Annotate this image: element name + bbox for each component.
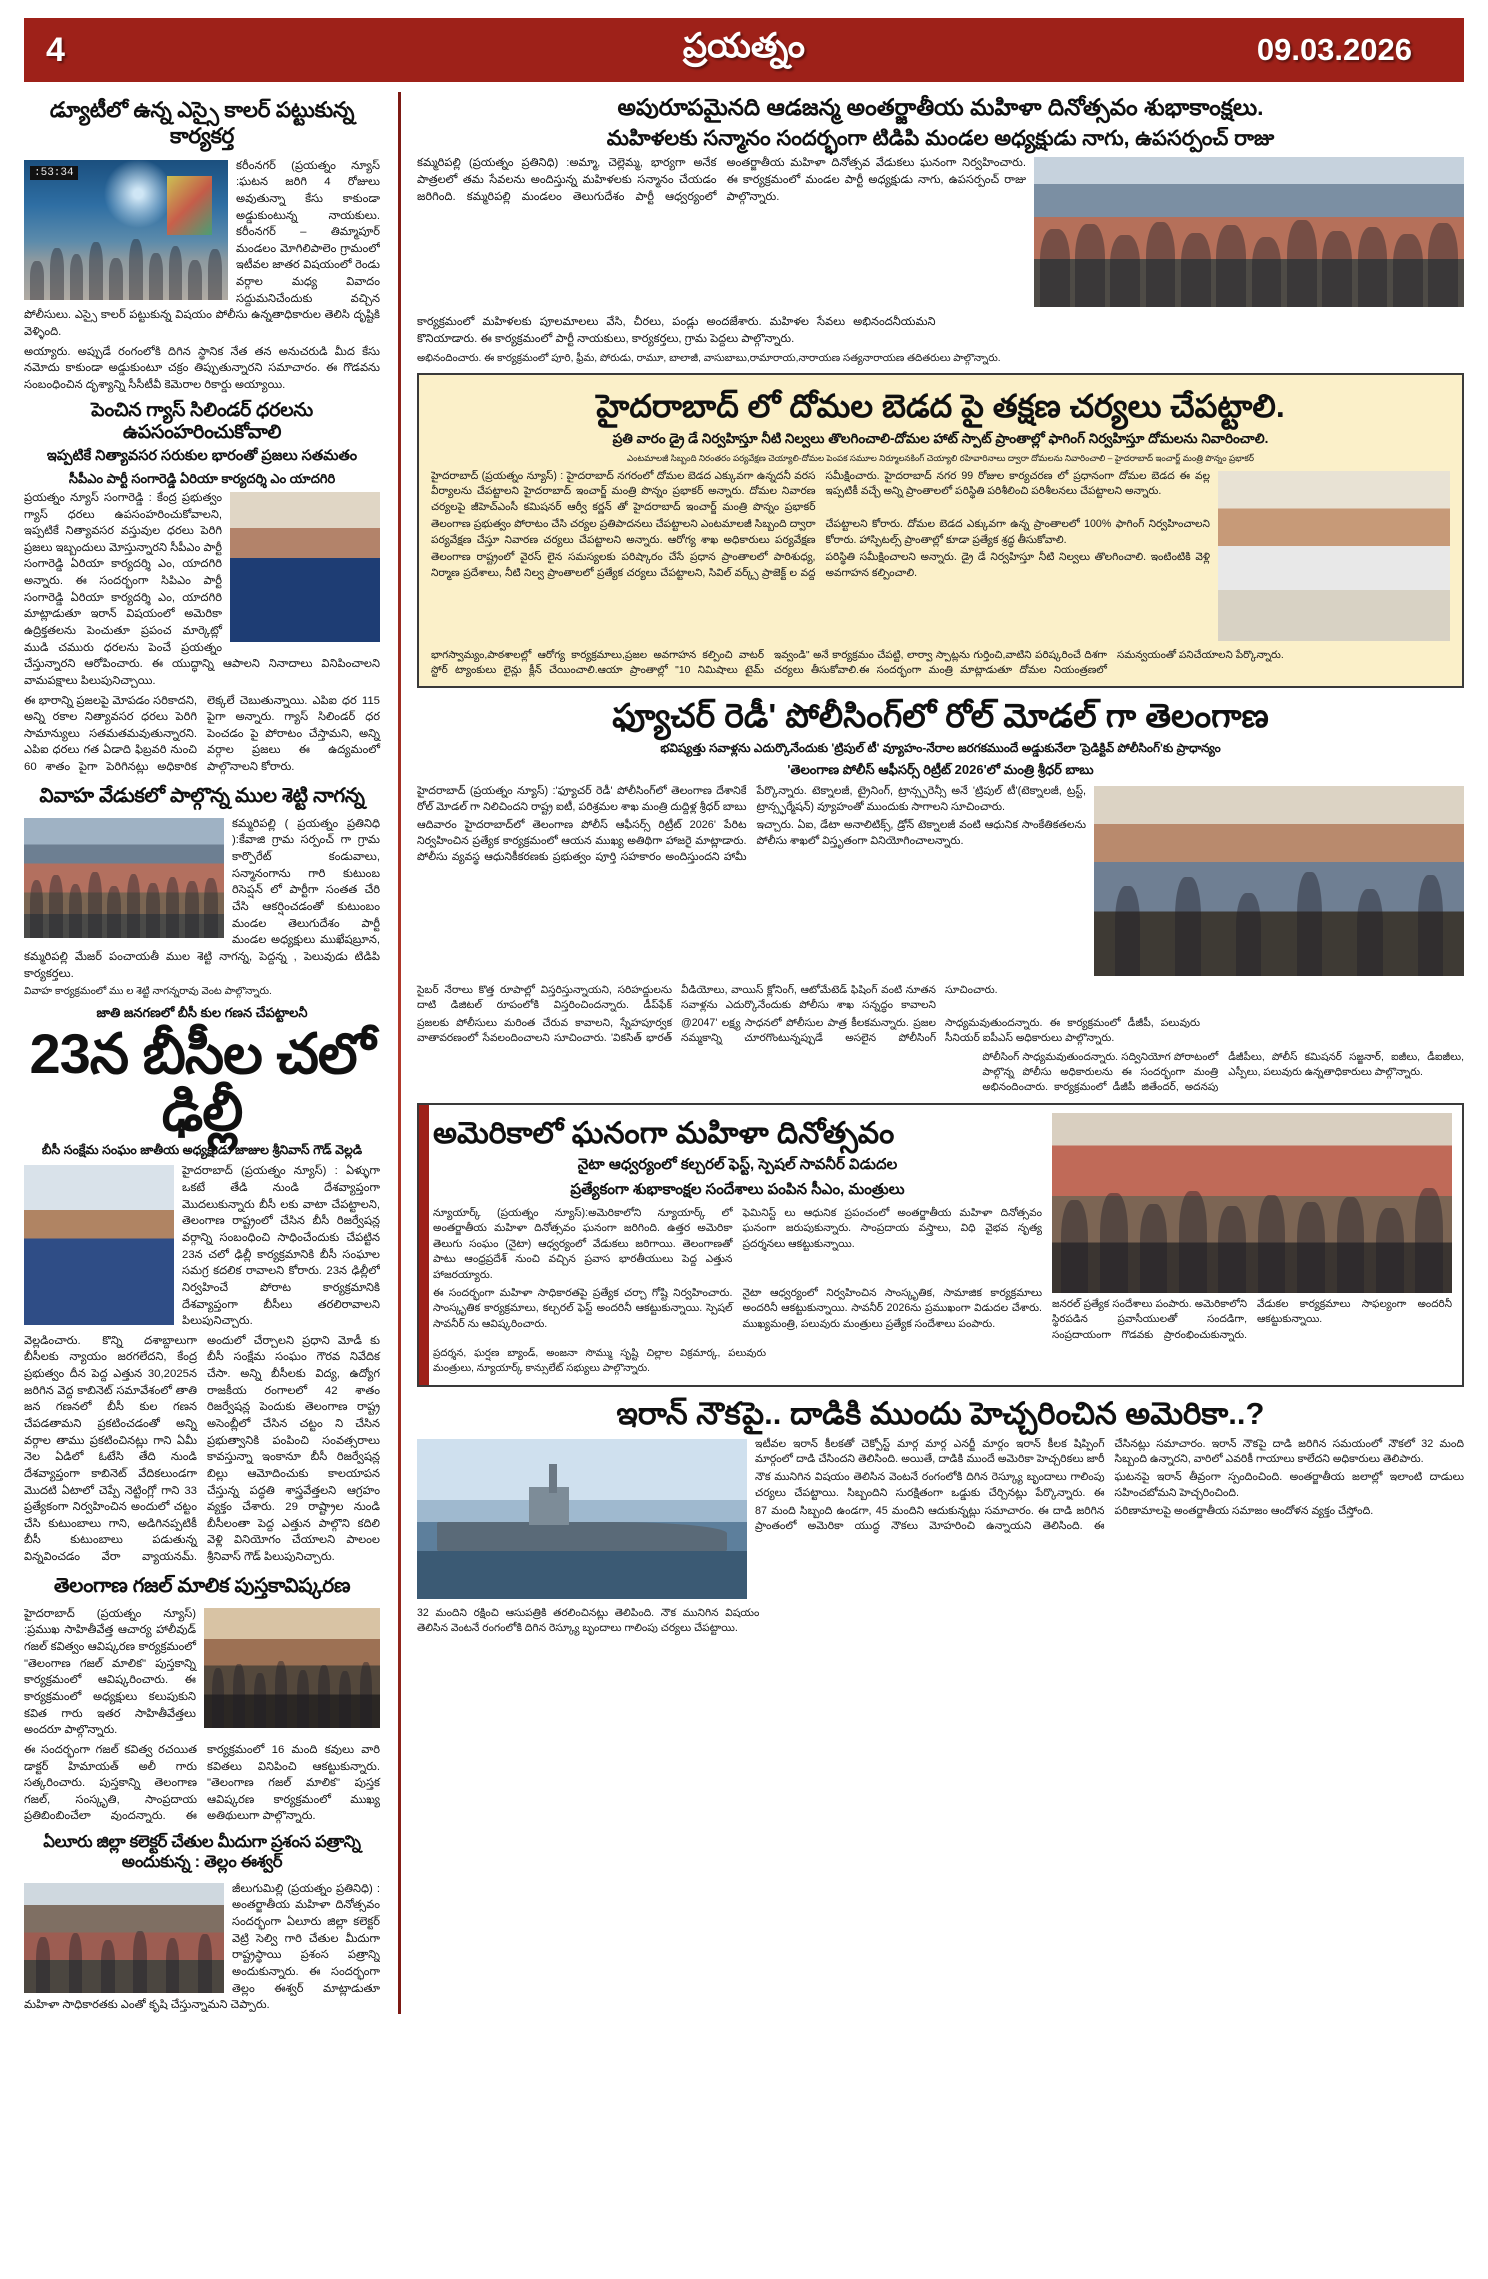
column-divider (398, 92, 401, 2014)
policing-body2: ఆదివారం హైదరాబాద్‌లో తెలంగాణ పోలీస్ ఆఫీసర్స్ రిట్రీట్ 2026' పేరిట నిర్వహించిన ప్రత్యేక కార్యక్రమంలో ఆయన ముఖ్య అతిథిగా హాజరై మాట్లాడారు. పోలీసు వ్యవస్థ ఆధునికీకరణకు ప్రభుత్వం పూర్తి సహకారం అందిస్తుందని హామీ ఇచ్చారు. ఏఐ, డేటా అనాలిటిక్స్, డ్రోన్ టెక్నాలజీ వంటి ఆధునిక సాంకేతికతలను పోలీసు శాఖలో విస్తృతంగా వినియోగించాలన్నారు. (417, 818, 1086, 863)
subhead2-policing: 'తెలంగాణ పోలీస్ ఆఫీసర్స్ రిట్రీట్ 2026'లో మంత్రి శ్రీధర్ బాబు (787, 761, 1094, 777)
felicitation-figures (1034, 214, 1464, 307)
subhead-america: నైటా ఆధ్వర్యంలో కల్చరల్ ఫెస్ట్, స్పెషల్ సావనీర్ విడుదల (577, 1156, 898, 1174)
subhead2-mosquito: ఎంటమాలజీ సిబ్బంది నిరంతరం పర్యవేక్షణ చెయ్యాలి-దోమల పెంపక సమూల నిర్మూలనకింగ్ చెయ్యాలి రహివారినాలు ద్వారా దోమలను నివారించాలి – హైదరాబాద్ ఇంచార్జ్ మంత్రి పొన్నం ప్రభాకర్ (627, 453, 1254, 464)
iran-body: ఇటీవల ఇరాన్ కీలకతో చెక్పోస్ట్ మార్గ మార్గ ఎనర్జీ మార్గం ఇరాన్ కీలక షిప్పింగ్ మార్గంలో దాడి చేసిందని తెలిసింది. అయితే, దాడికి ముందే అమెరికా హెచ్చరికలు జారీ చేసినట్లు సమాచారం. ఇరాన్ నౌకపై దాడి జరిగిన సమయంలో నౌకలో 32 మంది సిబ్బంది ఉన్నారని, వారిలో ఎవరికీ గాయాలు కాలేదని అధికారులు తెలిపారు. (755, 1437, 1464, 1466)
video-timestamp: :53:34 (30, 166, 78, 180)
headline-iran: ఇరాన్ నౌకపై.. దాడికి ముందు హెచ్చరించిన అమెరికా..? (616, 1395, 1265, 1431)
byline-bc-chalo-delhi: బీసీ సంక్షేమ సంఘం జాతీయ అధ్యక్షుడు జాజుల శ్రీనివాస్ గౌడ్ వెల్లడి (41, 1142, 363, 1157)
article-ghazal-book (24, 1574, 380, 1825)
headline-ghazal-book: తెలంగాణ గజల్ మాలిక పుస్తకావిష్కరణ (53, 1574, 351, 1597)
caption-america: జనరల్ ప్రత్యేక సందేశాలు పంపారు. అమెరికాలోని స్థిరపడిన ప్రవాసీయులతో సందడిగా, సంప్రదాయంగా గొడవకు ప్రారంభించుకున్నారు. వేడుకల కార్యక్రమాలు సాఫల్యంగా అందరినీ ఆకట్టుకున్నాయి. (1052, 1299, 1452, 1341)
article1-body-continued: అయ్యారు. అప్పుడే రంగంలోకి దిగిన స్థానిక నేత తన అనుచరుడి మీద కేసు నమోదు కాకుండా అడ్డుకుంటూ చక్రం తిప్పుతున్నారని సమాచారం. ఈ గొడవను సంబంధించిన దృశ్యాన్ని సీసీటీవీ కెమెరాల రికార్డు అయ్యాయి. (24, 345, 380, 391)
subhead2-america: ప్రత్యేకంగా శుభాకాంక్షల సందేశాలు పంపిన సీఎం, మంత్రులు (570, 1181, 905, 1199)
masthead (24, 18, 1464, 82)
caption-wedding: వివాహ కార్యక్రమంలో ము ల శెట్టి నాగన్నరావు వెంట పాల్గొన్నారు. (24, 986, 272, 998)
wedding-figures (24, 863, 224, 937)
article-mosquito-hyderabad (417, 373, 1464, 688)
article6-body: జీలుగుమిల్లి (ప్రయత్నం ప్రతినిధి) : అంతర్జాతీయ మహిళా దినోత్సవం సందర్భంగా ఏలూరు జిల్లా కలెక్టర్ వెట్రి సెల్వి గారి చేతుల మీదుగా రాష్ట్రస్థాయి ప్రశంస పత్రాన్ని అందుకున్నారు. ఈ సందర్భంగా తెల్లం ఈశ్వర్ మాట్లాడుతూ మహిళా సాధికారతకు ఎంతో కృషి చేస్తున్నామని చెప్పారు. (24, 1882, 380, 2012)
police-retreat-photo (1094, 786, 1464, 976)
article-collector-award (24, 1833, 380, 2014)
policing-body: హైదరాబాద్ (ప్రయత్నం న్యూస్) :'ఫ్యూచర్ రెడీ' పోలీసింగ్‌లో తెలంగాణ దేశానికే రోల్ మోడల్ గా నిలిచిందని రాష్ట్ర ఐటీ, పరిశ్రమల శాఖ మంత్రి దుద్దిళ్ల శ్రీధర్ బాబు పేర్కొన్నారు. టెక్నాలజీ, ట్రైనింగ్, ట్రాన్స్పరెన్సీ అనే 'ట్రిపుల్ టీ'(టెక్నాలజీ, ట్రస్ట్, ట్రాన్స్ఫర్మేషన్) వ్యూహంతో ముందుకు సాగాలని సూచించారు. (417, 784, 1086, 813)
iran-body3: 87 మంది సిబ్బంది ఉండగా, 45 మందిని ఆదుకున్నట్లు సమాచారం. ఈ దాడి జరిగిన ప్రాంతంలో అమెరికా యుద్ధ నౌకలు మోహరించి ఉన్నాయని తెలిసింది. ఈ పరిణామాలపై అంతర్జాతీయ సమాజం ఆందోళన వ్యక్తం చేస్తోంది. (755, 1504, 1374, 1533)
article3-body: కమ్మరిపల్లి ( ప్రయత్నం ప్రతినిధి ):కేవాజి గ్రామ సర్పంచ్ గా గ్రామ కార్పొరేట్ కండువాలు, సన్మానంగాను గారి కుటుంబ రిసెప్షన్ లో పార్టీగా సంతత చేరి చేసి ఆకర్షించడంతో కుటుంబం మండల తెలుగుదేశం పార్టీ మండల అధ్యక్షులు ముఖేషబ్రూన, కమ్మరిపల్లి మేజర్ పంచాయతీ ముల శెట్టి నాగన్న, పెద్దన్న , పెలువుడు టిడిపి కార్యకర్తలు. (24, 817, 380, 980)
headline-wedding: వివాహ వేడుకలో పాల్గొన్న ముల శెట్టి నాగన్న (39, 784, 365, 807)
america-body: న్యూయార్క్ (ప్రయత్నం న్యూస్):అమెరికాలోని న్యూయార్క్ లో అంతర్జాతీయ మహిళా దినోత్సవం ఘనంగా జరిగింది. ఉత్తర అమెరికా తెలుగు సంఘం (నైటా) ఆధ్వర్యంలో వేడుకలు జరిగాయి. తెలంగాణతో పాటు ఆంధ్రప్రదేశ్ నుంచి వచ్చిన ప్రవాస భారతీయులు పెద్ద ఎత్తున హాజరయ్యారు. (433, 1206, 733, 1281)
accent-bar (419, 1105, 429, 1384)
article-ssi-collar (24, 98, 380, 394)
wedding-group-photo (24, 818, 224, 938)
left-column (24, 92, 392, 2014)
america-body-tail: ప్రదర్శన, ఘర్షణ బ్యాండ్, అంజనా సొమ్ము సృష్టి చిల్లాల విక్రమార్క, పలువురు మంత్రులు, న్యూయార్క్ కాన్సులేట్ సభ్యులు పాల్గొన్నారు. (433, 1347, 766, 1374)
book-launch-figures (204, 1653, 380, 1727)
book-launch-photo (204, 1608, 380, 1728)
ship-mast (549, 1464, 557, 1493)
caption-policing: పోలీసింగ్ సాధ్యమవుతుందన్నారు. సద్వినియోగ పోరాటంలో పాల్గొన్న పోలీసు అధికారులను ఈ సందర్భంగా మంత్రి అభినందించారు. కార్యక్రమంలో డీజీపీ జితేందర్, అదనపు డీజీపీలు, పోలీస్ కమిషనర్ సజ్జనార్, ఐజీలు, డీఐజీలు, ఎస్పీలు, పలువురు ఉన్నతాధికారులు పాల్గొన్నారు. (982, 1051, 1464, 1094)
headline-ssi-collar: డ్యూటీలో ఉన్న ఎస్సై కాలర్ పట్టుకున్న కార్యకర్త (49, 98, 355, 148)
headline-gas-cylinder: పెంచిన గ్యాస్ సిలిండర్ ధరలను ఉపసంహరించుకోవాలి (91, 399, 313, 444)
america-body4: నైటా ఆధ్వర్యంలో నిర్వహించిన సాంస్కృతిక, సామాజిక కార్యక్రమాలు అందరినీ ఆకట్టుకున్నాయి. సావనీర్ 2026ను ప్రముఖంగా విడుదల చేశారు. ముఖ్యమంత్రి, పలువురు మంత్రులు ప్రత్యేక సందేశాలు పంపారు. (742, 1287, 1042, 1330)
headline-womens-day: అపురూపమైనది ఆడజన్మ అంతర్జాతీయ మహిళా దినోత్సవం శుభాకాంక్షలు. (617, 94, 1264, 120)
article-gas-cylinder (24, 400, 380, 776)
minister-ponnam-prabhakar-photo (1218, 471, 1450, 641)
headline-mosquito: హైదరాబాద్ లో దోమల బెడద పై తక్షణ చర్యలు చేపట్టాలి. (596, 388, 1285, 425)
crowd-figures (24, 213, 228, 300)
womens-day-body: కమ్మరిపల్లి (ప్రయత్నం ప్రతినిధి) :అమ్మా, చెల్లెమ్మ, భార్యగా అనేక పాత్రలలో తమ సేవలను అందిస్తున్న మహిళలకు సన్మానం చేయడం జరిగింది. కమ్మరిపల్లి మండలం తెలుగుదేశం పార్టీ ఆధ్వర్యంలో అంతర్జాతీయ మహిళా దినోత్సవ వేడుకలు ఘనంగా నిర్వహించారు. ఈ కార్యక్రమంలో మండల పార్టీ అధ్యక్షుడు నాగు, ఉపసర్పంచ్ రాజు పాల్గొన్నారు. (417, 157, 1026, 203)
warship-photo (417, 1439, 747, 1599)
article4-body: హైదరాబాద్ (ప్రయత్నం న్యూస్) : ఏళ్ళుగా ఒకటే తేడి నుండి దేశవ్యాప్తంగా మొదలుకున్నారు బీసీ లకు వాటా చేపట్టాలని, తెలంగాణ రాష్ట్రంలో చేసిన బీసీ రిజర్వేషన్ల వర్గాన్ని సంబంధించి సాధించేందుకు చేపట్టిన 23న చలో ఢిల్లీ కార్యక్రమానికి బీసీ సంఘాల సమగ్ర కదలిక రావాలని కోరారు. 23న ఢిల్లీలో నిర్వహించే పోరాట కార్యక్రమానికి దేశవ్యాప్తంగా బీసీలు తరలిరావాలని పిలుపునిచ్చారు. (182, 1165, 380, 1328)
newspaper-title: ప్రయత్నం (682, 26, 806, 65)
right-column (407, 92, 1464, 1637)
article-america-womens-day (417, 1103, 1464, 1386)
retreat-figures (1094, 858, 1464, 976)
headline-collector-award: ఏలూరు జిల్లా కలెక్టర్ చేతుల మీదుగా ప్రశంస పత్రాన్ని అందుకున్న : తెల్లం ఈశ్వర్ (43, 1833, 361, 1871)
nata-figures (1052, 1182, 1452, 1294)
crowd-night-photo (24, 160, 228, 300)
page-columns (24, 92, 1464, 2014)
policing-body3: సైబర్ నేరాలు కొత్త రూపాల్లో విస్తరిస్తున్నాయని, సరిహద్దులను దాటి డిజిటల్ రూపంలోకి విస్తరించిందన్నారు. డీప్‌ఫేక్ వీడియోలు, వాయిస్ క్లోనింగ్, ఆటోమేటెడ్ ఫిషింగ్ వంటి నూతన సవాళ్లను ఎదుర్కొనేందుకు పోలీసు శాఖ సన్నద్ధం కావాలని సూచించారు. (417, 983, 998, 1012)
subhead-womens-day: మహిళలకు సన్మానం సందర్భంగా టిడిపి మండల అధ్యక్షుడు నాగు, ఉపసర్పంచ్ రాజు (606, 126, 1275, 150)
america-body3: ఫెమినిస్ట్ లు ఆధునిక ప్రపంచంలో అంతర్జాతీయ మహిళా దినోత్సవం ఘనంగా జరుపుకున్నారు. సాంప్రదాయ వస్త్రాలు, విధి వైభవ నృత్య ప్రదర్శనలు ఆకట్టుకున్నాయి. (742, 1206, 1042, 1250)
nata-cultural-fest-photo (1052, 1113, 1452, 1293)
ship-hull (437, 1522, 727, 1551)
kicker-gas-cylinder: సీపీఎం పార్టీ సంగారెడ్డి ఏరియా కార్యదర్శి ఎం యాదగిరి (68, 471, 336, 487)
page-number: 4 (46, 30, 65, 69)
mosquito-body: హైదరాబాద్ (ప్రయత్నం న్యూస్) : హైదరాబాద్ నగరంలో దోమల బెడద ఎక్కువగా ఉన్నదనీ వరస వీర్యాలను చేపట్టాలని హైదరాబాద్ ఇంచార్జ్ మంత్రి పొన్నం ప్రభాకర్ అన్నారు. దోమల నివారణ చర్యలపై జీహెచ్ఎంసీ కమిషనర్ ఆర్వీ కర్ణన్ తో హైదరాబాద్ ఇంచార్జ్ మంత్రి పొన్నం ప్రభాకర్ సమీక్షించారు. హైదరాబాద్ నగర 99 రోజుల కార్యచరణ లో ప్రధానంగా దోమల బెడద ఈ వల్ల ఇప్పటికీ వచ్చే అన్ని ప్రాంతాలలో పరిస్థితి పరిశీలించి పరిశీలనలు చేపట్టాలని అన్నారు. (431, 469, 1210, 513)
tdp-womens-felicitation-photo (1034, 157, 1464, 307)
subhead-policing: భవిష్యత్తు సవాళ్లను ఎదుర్కొనేందుకు 'ట్రిపుల్ టీ' వ్యూహం-నేరాల జరగకముందే అడ్డుకునేలా 'ప్రెడిక్టివ్ పోలీసింగ్'కు ప్రాధాన్యం (660, 740, 1221, 755)
headline-policing: ఫ్యూచర్ రెడీ' పోలీసింగ్‌లో రోల్ మోడల్ గా తెలంగాణ (612, 697, 1269, 735)
article5-body-continued: ఈ సందర్భంగా గజల్ కవిత్వ రచయిత డాక్టర్ హిమాయత్ అలీ గారు సత్కరించారు. పుస్తకాన్ని తెలంగాణ గజల్, సంస్కృతి, సాంప్రదాయ ప్రతిబింబించేలా వుందన్నారు. ఈ కార్యక్రమంలో 16 మంది కవులు వారి కవితలు వినిపించి ఆకట్టుకున్నారు. "తెలంగాణ గజల్ మాలిక" పుస్తక ఆవిష్కరణ కార్యక్రమంలో ముఖ్య అతిథులుగా పాల్గొన్నారు. (24, 1743, 380, 1823)
kicker-bc-chalo-delhi: జాతి జనగణలో బీసీ కుల గణన చేపట్టాలనీ (96, 1004, 308, 1020)
womens-day-body-continued: కార్యక్రమంలో మహిళలకు పూలమాలలు వేసి, చీరలు, పండ్లు అందజేశారు. మహిళల సేవలు అభినందనీయమని కొనియాడారు. ఈ కార్యక్రమంలో పార్టీ నాయకులు, కార్యకర్తలు, గ్రామ పెద్దలు పాల్గొన్నారు. (417, 316, 936, 345)
mosquito-body2: తెలంగాణ ప్రభుత్వం పోరాటం చేసి చర్యల ప్రతిపాదనలు చేపట్టాలని ఎంటమాలజీ సిబ్బంది ద్వారా పర్యవేక్షణ చేస్తూ నివారణ చర్యలు చేపట్టాలని అన్నారు. ఆరోగ్య శాఖ అధికారులు పర్యవేక్షణ చేపట్టాలని కోరారు. దోమల బెడద ఎక్కువగా ఉన్న ప్రాంతాలలో 100% ఫాగింగ్ నిర్వహించాలని కోరారు. హాస్పిటల్స్ ప్రాంతాల్లో కూడా ప్రత్యేక శ్రద్ధ తీసుకోవాలి. (431, 518, 1210, 546)
cpm-leader-photo (230, 492, 380, 642)
article4-body-continued: వెల్లడించారు. కొన్ని దశాబ్దాలుగా బీసీలకు న్యాయం జరగలేదని, కేంద్ర ప్రభుత్వం దీన పెద్ద ఎత్తున 30,2025న జరిగిన వెద్ద కాబినెట్ సమావేశంలో తాతి జన గణనలో బీసీ కుల గణన చేపడతామని ప్రకటించడంతో అన్ని వర్గాల తాము ప్రకటించినట్లు గాని ఏమీ నెల ఏడిలో ఓటేసి తేది నుండి దేశవ్యాప్తంగా కాబినెట్ వేదికలుండగా మొదటి ఏటాలో చెప్పే నెట్టింగ్లో గాని 33 ప్రత్యేకంగా నిర్వహించిన అందులో చట్టం చేసి కుటుంబాలు గాని, అడిగినప్పటికీ బీసీ కుటుంబాలు పడుతున్న విన్నవించడం వేరా వ్యాయనమ్. అందులో చేర్చాలని ప్రధాని మోడీ కు బీసీ సంక్షేమ సంఘం గౌరవ నివేదిక చేసా. అన్ని బీసీలకు విద్య, ఉద్యోగ రాజకీయ రంగాలలో 42 శాతం రిజర్వేషన్ల పెందుకు తెలంగాణ రాష్ట్ర అసెంబ్లీలో చేసిన చట్టం ని చేసిన ప్రభుత్వానికి పంపించి సంవత్సరాలు కావస్తున్నా ఇంకానూ బీసీ రిజర్వేషన్ల బిల్లు ఆమోదించుకు కాలయాపన చేస్తున్న పద్ధతి శాస్త్రవేత్తలని ఆగ్రహం వ్యక్తం చేశారు. 29 రాష్ట్రాల నుండి బీసీలంతా పెద్ద ఎత్తున పాల్గొని కదిలి వెళ్లి వినియోగం చేయాలని పాలంల శ్రీనివాస్ గౌడ్ పిలుపునిచ్చారు. (24, 1334, 380, 1564)
award-ceremony-photo (24, 1883, 224, 1993)
article-wedding (24, 784, 380, 999)
article-bc-chalo-delhi (24, 1005, 380, 1566)
article-policing (417, 698, 1464, 1095)
headline-america: అమెరికాలో ఘనంగా మహిళా దినోత్సవం (433, 1117, 895, 1151)
caption-mosquito: భాగస్వామ్యం,పాఠశాలల్లో ఆరోగ్య కార్యక్రమాలు,ప్రజల అవగాహన కల్పించి వాటర్ స్టోర్ ట్యాంకులు లైన్లు క్లీన్ చేయించాలి.ఆయా ప్రాంతాల్లో "10 నిమిషాలు టైమ్ ఇవ్వండి" అనే కార్యక్రమం చేపట్టి, లార్వా స్పాట్లను గుర్తించి,వాటిని పరిష్కరించే దిశగా చర్యలు తీసుకోవాలి.ఈ సందర్భంగా మంత్రి మాట్లాడుతూ దోమల నియంత్రణలో సమన్వయంతో పనిచేయాలని పేర్కొన్నారు. (431, 649, 1284, 677)
article2-body: ప్రయత్నం న్యూస్ సంగారెడ్డి : కేంద్ర ప్రభుత్వం గ్యాస్ ధరలు ఉపసంహరించుకోవాలని, ఇప్పటికే నిత్యావసర వస్తువుల ధరలు పెరిగి ప్రజలు ఇబ్బందులు మోస్తున్నారని సీపీఎం పార్టీ సంగారెడ్డి ఏరియా కార్యదర్శి ఎం, యాదగిరి అన్నారు. ఈ సందర్భంగా సిపిఎం పార్టీ సంగారెడ్డి ఏరియా కార్యదర్శి ఎం, యాదగిరి మాట్లాడుతూ ఇరాన్ విషయంలో అమెరికా ఉద్రిక్తతలను పెంచుతూ ప్రపంచ మార్కెట్లో ముడి చమురు ధరలను పెంచే ప్రయత్నం చేస్తున్నారని ఆరోపించారు. ఈ యుద్ధాన్ని ఆపాలని నినాదాలు వినిపించాలని వామపక్షాలు పిలుపునిచ్చాయి. (24, 491, 380, 687)
article-womens-day-tdp (417, 95, 1464, 365)
article-iran (417, 1397, 1464, 1637)
publication-date: 09.03.2026 (1256, 32, 1412, 67)
article2-body-continued: ఈ భారాన్ని ప్రజలపై మోపడం సరికాదని, అన్ని రకాల నిత్యావసర ధరలు పెరిగి సామాన్యులు సతమతమవుతున్నారని. ఎపిఐ ధరలు గత ఏడాది ఫిబ్రవరి నుంచి 60 శాతం పైగా పెరిగినట్లు అధికారిక లెక్కలే చెబుతున్నాయి. ఎపిఐ ధర 115 పైగా అన్నారు. గ్యాస్ సిలిండర్ ధర పెంచడం పై పోరాటం చేస్తామని, అన్ని వర్గాల ప్రజలు ఈ ఉద్యమంలో పాల్గొనాలని కోరారు. (24, 694, 380, 774)
article5-body: హైదరాబాద్ (ప్రయత్నం న్యూస్) :ప్రముఖ సాహితీవేత్త ఆచార్య హాలీవుడ్ గజల్ కవిత్వం ఆవిష్కరణ కార్యక్రమంలో "తెలంగాణ గజల్ మాలిక" పుస్తకాన్ని కార్యక్రమంలో ఆవిష్కరించారు. ఈ కార్యక్రమంలో అధ్యక్షులు కలుపుకుని కవిత గారు ఇతర సాహితీవేత్తలు అందరూ పాల్గొన్నారు. (24, 1607, 196, 1737)
caption-womens-day: అభినందించారు. ఈ కార్యక్రమంలో పూరి, ఫ్రీమ, పోరుడు, రామూ, బాలాజీ, వాసుబాబు,రామారాయ,నారాయణ సత్యనారాయణ తదితరులు పాల్గొన్నారు. (417, 352, 1001, 364)
america-body2: ఈ సందర్భంగా మహిళా సాధికారతపై ప్రత్యేక చర్చా గోష్టి నిర్వహించారు. సాంస్కృతిక కార్యక్రమాలు, కల్చరల్ ఫెస్ట్ అందరినీ ఆకట్టుకున్నాయి. స్పెషల్ సావనీర్ ను ఆవిష్కరించారు. (433, 1287, 733, 1330)
headline-bc-chalo-delhi: 23న బీసీల చలో ఢిల్లీ (29, 1021, 375, 1142)
bc-leader-portrait (24, 1165, 174, 1325)
subhead-mosquito: ప్రతి వారం డ్రై డే నిర్వహిస్తూ నీటి నిల్వలు తొలగించాలి-దోమల హాట్ స్పాట్ ప్రాంతాల్లో ఫాగింగ్ నిర్వహిస్తూ దోమలను నివారించాలి. (612, 430, 1269, 446)
subhead-gas-cylinder: ఇప్పటికే నిత్యావసర సరుకుల భారంతో ప్రజలు సతమతం (46, 448, 358, 465)
policing-body4: ప్రజలకు పోలీసులు మరింత చేరువ కావాలని, స్నేహపూర్వక వాతావరణంలో సేవలందించాలని సూచించారు. 'వికసిత్ భారత్ @2047' లక్ష్య సాధనలో పోలీసుల పాత్ర కీలకమన్నారు. ప్రజల నమ్మకాన్ని చూరగొంటున్నప్పుడే అసలైన పోలీసింగ్ సాధ్యమవుతుందన్నారు. ఈ కార్యక్రమంలో డీజీపీ, పలువురు సీనియర్ ఐపీఎస్ అధికారులు పాల్గొన్నారు. (417, 1016, 1200, 1045)
article1-body: కరీంనగర్ (ప్రయత్నం న్యూస్ :ఘటన జరిగి 4 రోజులు అవుతున్నా కేసు కాకుండా అడ్డుకుంటున్న నాయకులు. కరీంనగర్ – తిమ్మాపూర్ మండలం మోగిలిపాలెం గ్రామంలో ఇటీవల జాతర విషయంలో రెండు వర్గాల మధ్య వివాదం సద్దుమనిచేందుకు వచ్చిన పోలీసులు. ఎస్సై కాలర్ పట్టుకున్న విషయం పోలీసు ఉన్నతాధికారుల తెలిసి దృష్టికి వెళ్ళింది. (24, 159, 380, 338)
iran-body4: 32 మందిని రక్షించి ఆసుపత్రికి తరలించినట్లు తెలిపింది. నౌక మునిగిన విషయం తెలిసిన వెంటనే రంగంలోకి దిగిన రెస్క్యూ బృందాలు గాలింపు చర్యలు చేపట్టాయి. (417, 1606, 760, 1635)
mosquito-body3: తెలంగాణ రాష్ట్రంలో వైరస్ లైన సమస్యలకు పరిష్కారం చేసే ప్రధాన ప్రాంతాలలో పారిశుధ్య, నిర్మాణ ప్రదేశాలు, నీటి నిల్వ ప్రాంతాలలో ప్రత్యేక చర్యలు చేపట్టాలని, సివిల్ వర్క్స్ ప్రాజెక్ట్ ల వద్ద పరిస్థితి సమీక్షించాలని అన్నారు. డ్రై డే నిర్వహిస్తూ నీటి నిల్వలు తొలగించాలి. ఇంటింటికి వెళ్లి అవగాహన కల్పించాలి. (431, 551, 1210, 579)
award-figures (24, 1924, 224, 1992)
iran-body2: నౌక మునిగిన విషయం తెలిసిన వెంటనే రంగంలోకి దిగిన రెస్క్యూ బృందాలు గాలింపు చర్యలు చేపట్టాయి. సిబ్బందిని సురక్షితంగా ఒడ్డుకు చేర్చినట్లు పేర్కొన్నారు. ఈ ఘటనపై ఇరాన్ తీవ్రంగా స్పందించింది. అంతర్జాతీయ జలాల్లో ఇలాంటి దాడులు సహించబోమని హెచ్చరించింది. (755, 1471, 1464, 1499)
